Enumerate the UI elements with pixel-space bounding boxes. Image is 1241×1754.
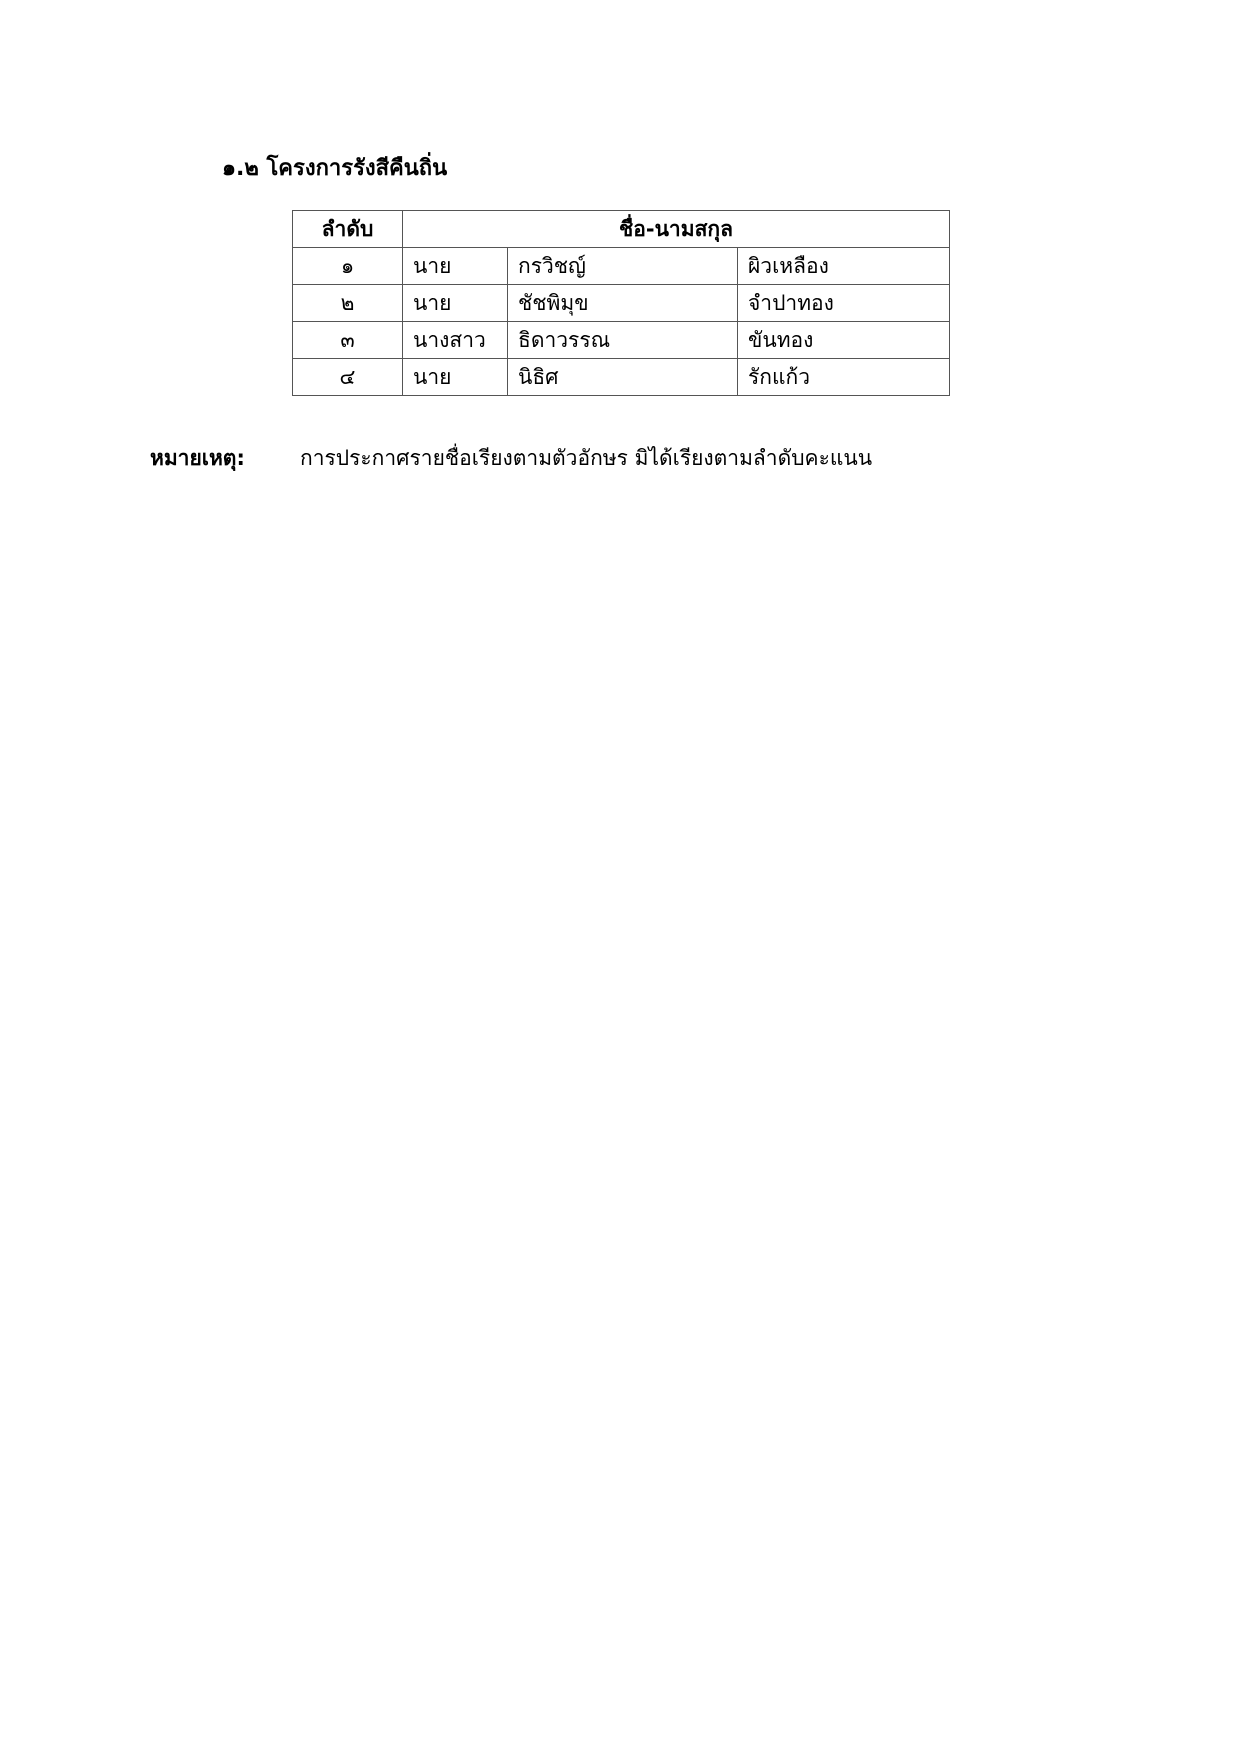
prefix-cell: นาย (403, 285, 508, 322)
prefix-cell: นาย (403, 359, 508, 396)
name-table (292, 210, 950, 396)
last-name-cell: ผิวเหลือง (738, 248, 950, 285)
remark-text: การประกาศรายชื่อเรียงตามตัวอักษร มิได้เรียงตามลำดับคะแนน (300, 446, 873, 470)
order-cell: ๓ (293, 322, 403, 359)
first-name-cell: ธิดาวรรณ (508, 322, 738, 359)
prefix-cell: นาย (403, 248, 508, 285)
last-name-cell: จำปาทอง (738, 285, 950, 322)
remark-label: หมายเหตุ: (150, 446, 245, 470)
first-name-cell: นิธิศ (508, 359, 738, 396)
prefix-cell: นางสาว (403, 322, 508, 359)
table-row (293, 359, 950, 396)
remark (150, 441, 872, 475)
table-row (293, 285, 950, 322)
last-name-cell: รักแก้ว (738, 359, 950, 396)
header-name: ชื่อ-นามสกุล (403, 211, 950, 248)
order-cell: ๑ (293, 248, 403, 285)
section-title: ๑.๒ โครงการรังสีคืนถิ่น (222, 156, 448, 181)
order-cell: ๔ (293, 359, 403, 396)
last-name-cell: ขันทอง (738, 322, 950, 359)
first-name-cell: ชัชพิมุข (508, 285, 738, 322)
table-header-row (293, 211, 950, 248)
header-order: ลำดับ (293, 211, 403, 248)
table-row (293, 248, 950, 285)
table-row (293, 322, 950, 359)
order-cell: ๒ (293, 285, 403, 322)
first-name-cell: กรวิชญ์ (508, 248, 738, 285)
